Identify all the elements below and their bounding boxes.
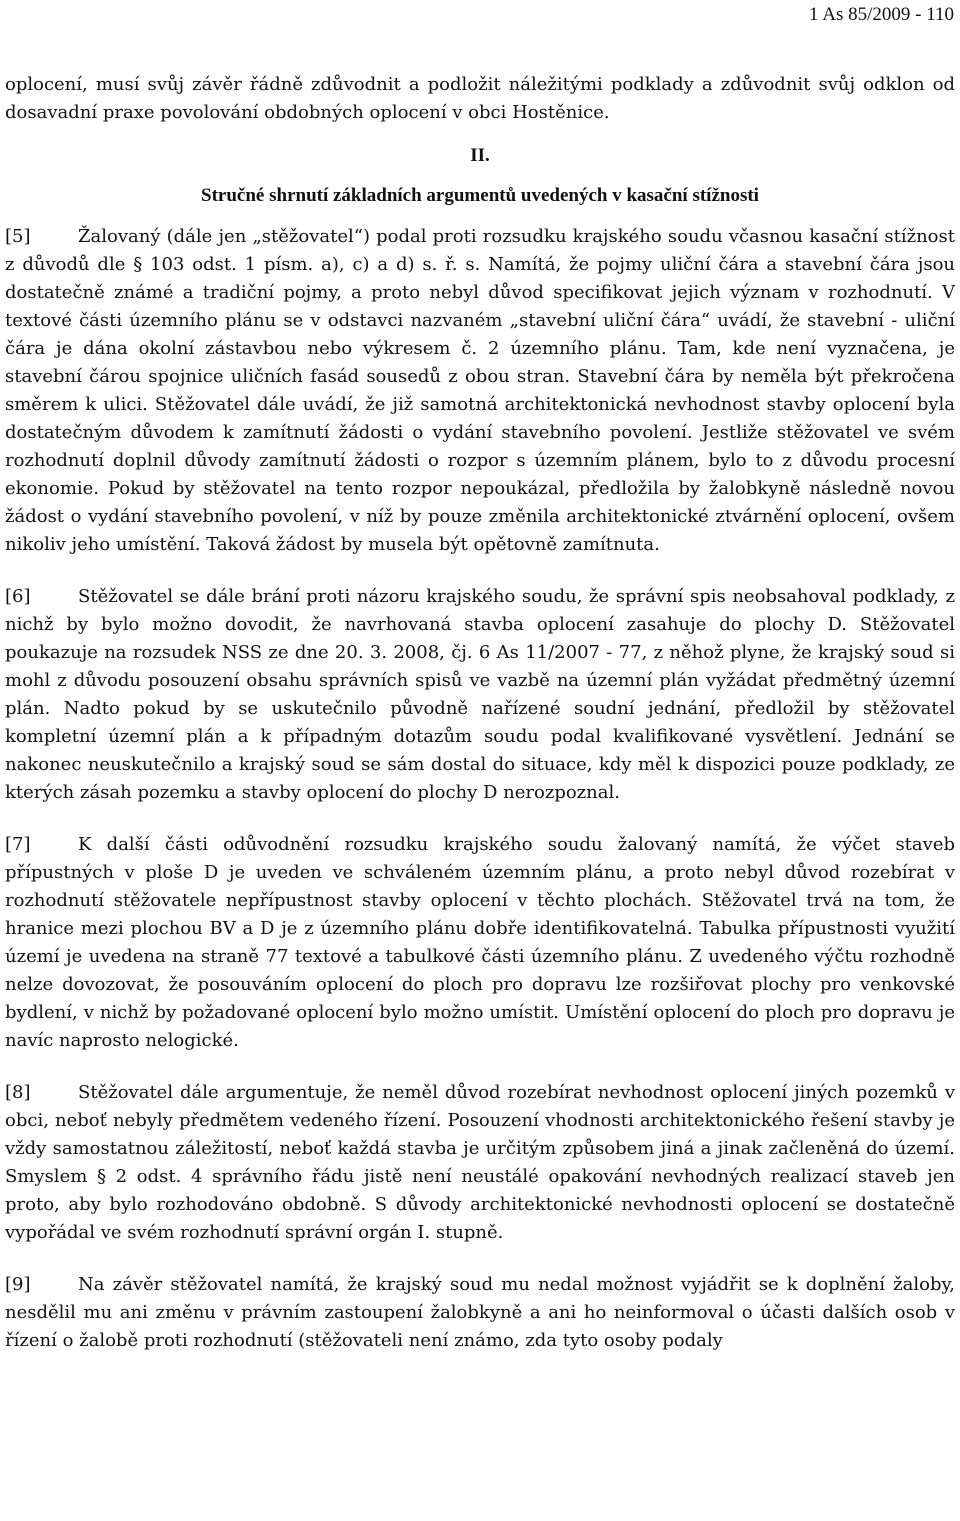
paragraph-text: Na závěr stěžovatel namítá, že krajský soud mu nedal možnost vyjádřit se k doplnění žaloby, nesdělil mu ani změnu v právním zastoupení žalobkyně a ani ho neinformoval o účasti dalších osob v řízení o žalobě proti rozhodnutí (stěžovateli není známo, zda tyto osoby podaly (5, 1274, 955, 1351)
paragraph-9 (5, 1271, 955, 1355)
paragraph-6 (5, 583, 955, 807)
paragraph-8 (5, 1079, 955, 1247)
paragraph-number: [6] (5, 586, 31, 607)
case-number: 1 As 85/2009 - 110 (809, 4, 954, 25)
paragraph-number: [7] (5, 834, 31, 855)
paragraph-7 (5, 831, 955, 1055)
paragraph-text: Stěžovatel dále argumentuje, že neměl důvod rozebírat nevhodnost oplocení jiných pozemků v obci, neboť nebyly předmětem vedeného řízení. Posouzení vhodnosti architektonického řešení stavby je vždy samostatnou záležitostí, neboť každá stavba je určitým způsobem jiná a jinak začleněná do území. Smyslem § 2 odst. 4 správního řádu jistě není neustálé opakování nevhodných realizací staveb jen proto, aby bylo rozhodováno obdobně. S důvody architektonické nevhodnosti oplocení se dostatečně vypořádal ve svém rozhodnutí správní orgán I. stupně. (5, 1082, 955, 1243)
section-title: Stručné shrnutí základních argumentů uvedených v kasační stížnosti (201, 185, 759, 206)
paragraph-text: K další části odůvodnění rozsudku krajského soudu žalovaný namítá, že výčet staveb přípustných v ploše D je uveden ve schváleném územním plánu, a proto nebyl důvod rozebírat v rozhodnutí stěžovatele nepřípustnost stavby oplocení v těchto plochách. Stěžovatel trvá na tom, že hranice mezi plochou BV a D je z územního plánu dobře identifikovatelná. Tabulka přípustnosti využití území je uvedena na straně 77 textové a tabulkové části územního plánu. Z uvedeného výčtu rozhodně nelze dovozovat, že posouváním oplocení do ploch pro dopravu lze rozšiřovat plochy pro venkovské bydlení, v nichž by požadované oplocení bylo možno umístit. Umístění oplocení do ploch pro dopravu je navíc naprosto nelogické. (5, 834, 955, 1051)
section-number: II. (470, 145, 490, 166)
intro-paragraph: oplocení, musí svůj závěr řádně zdůvodnit a podložit náležitými podklady a zdůvodnit svůj odklon od dosavadní praxe povolování obdobných oplocení v obci Hostěnice. (5, 74, 955, 123)
paragraph-text: Žalovaný (dále jen „stěžovatel“) podal proti rozsudku krajského soudu včasnou kasační stížnost z důvodů dle § 103 odst. 1 písm. a), c) a d) s. ř. s. Namítá, že pojmy uliční čára a stavební čára jsou dostatečně známé a tradiční pojmy, a proto nebyl důvod specifikovat jejich význam v rozhodnutí. V textové části územního plánu se v odstavci nazvaném „stavební uliční čára“ uvádí, že stavební - uliční čára je dána okolní zástavbou nebo výkresem č. 2 územního plánu. Tam, kde není vyznačena, je stavební čárou spojnice uličních fasád sousedů z obou stran. Stavební čára by neměla být překročena směrem k ulici. Stěžovatel dále uvádí, že již samotná architektonická nevhodnost stavby oplocení byla dostatečným důvodem k zamítnutí žádosti o vydání stavebního povolení. Jestliže stěžovatel ve svém rozhodnutí doplnil důvody zamítnutí žádosti o rozpor s územním plánem, bylo to z důvodu procesní ekonomie. Pokud by stěžovatel na tento rozpor nepoukázal, předložila by žalobkyně následně novou žádost o vydání stavebního povolení, v níž by pouze změnila architektonické ztvárnění oplocení, ovšem nikoliv jeho umístění. Taková žádost by musela být opětovně zamítnuta. (5, 226, 955, 555)
document-body (5, 71, 955, 1355)
paragraph-5 (5, 223, 955, 559)
paragraph-number: [5] (5, 226, 31, 247)
paragraph-number: [9] (5, 1274, 31, 1295)
paragraph-text: Stěžovatel se dále brání proti názoru krajského soudu, že správní spis neobsahoval podklady, z nichž by bylo možno dovodit, že navrhovaná stavba oplocení zasahuje do plochy D. Stěžovatel poukazuje na rozsudek NSS ze dne 20. 3. 2008, čj. 6 As 11/2007 - 77, z něhož plyne, že krajský soud si mohl z důvodu posouzení obsahu správních spisů ve vazbě na územní plán vyžádat předmětný územní plán. Nadto pokud by se uskutečnilo původně nařízené soudní jednání, předložil by stěžovatel kompletní územní plán a k případným dotazům soudu podal kvalifikované vysvětlení. Jednání se nakonec neuskutečnilo a krajský soud se sám dostal do situace, kdy měl k dispozici pouze podklady, ze kterých zásah pozemku a stavby oplocení do plochy D nerozpoznal. (5, 586, 955, 803)
paragraph-number: [8] (5, 1082, 31, 1103)
